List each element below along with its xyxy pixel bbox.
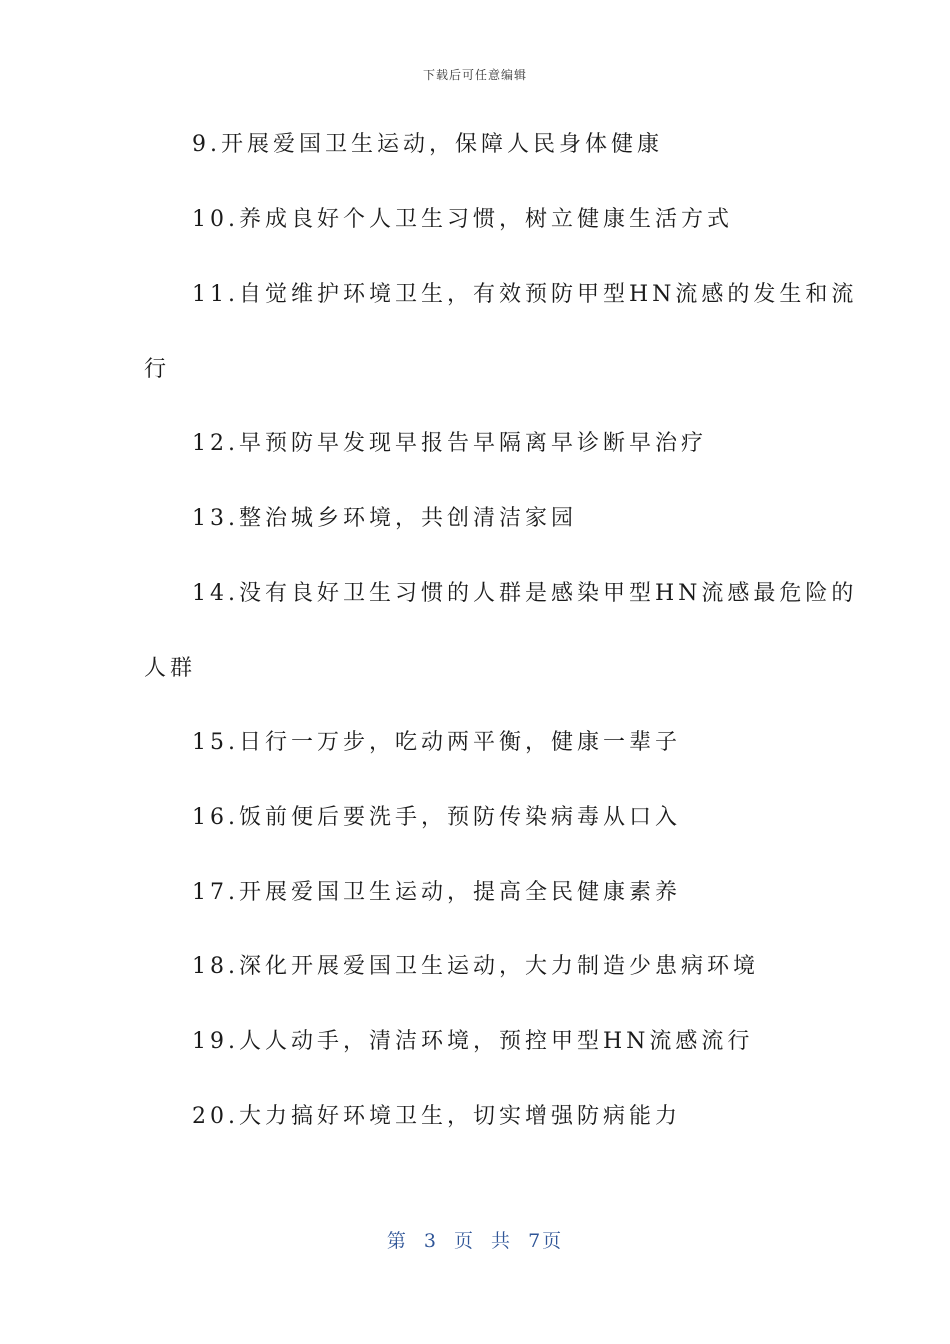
- slogan-20: 20.大力搞好环境卫生，切实增强防病能力: [192, 1104, 681, 1129]
- page-footer: 第 3 页 共 7页: [386, 1230, 564, 1252]
- slogan-18: 18.深化开展爱国卫生运动，大力制造少患病环境: [192, 954, 759, 979]
- slogan-16: 16.饭前便后要洗手，预防传染病毒从口入: [192, 805, 681, 830]
- slogan-11: 11.自觉维护环境卫生，有效预防甲型HN流感的发生和流: [192, 282, 858, 307]
- slogan-14: 14.没有良好卫生习惯的人群是感染甲型HN流感最危险的: [192, 581, 858, 606]
- slogan-9: 9.开展爱国卫生运动，保障人民身体健康: [192, 132, 663, 157]
- slogan-14-continuation: 人群: [144, 656, 197, 681]
- slogan-15: 15.日行一万步，吃动两平衡，健康一辈子: [192, 730, 681, 755]
- header-note: 下载后可任意编辑: [422, 68, 527, 82]
- slogan-10: 10.养成良好个人卫生习惯，树立健康生活方式: [192, 207, 733, 232]
- slogan-11-continuation: 行: [144, 357, 171, 382]
- slogan-19: 19.人人动手，清洁环境，预控甲型HN流感流行: [192, 1029, 754, 1054]
- slogan-13: 13.整治城乡环境，共创清洁家园: [192, 506, 577, 531]
- slogan-12: 12.早预防早发现早报告早隔离早诊断早治疗: [192, 431, 707, 456]
- slogan-17: 17.开展爱国卫生运动，提高全民健康素养: [192, 880, 681, 905]
